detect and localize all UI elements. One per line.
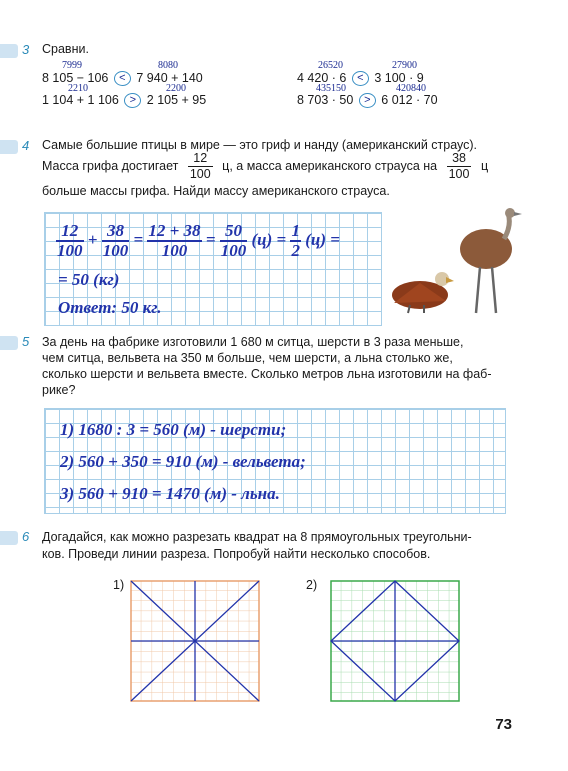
note: 27900 xyxy=(392,60,417,71)
handwritten-line: 2) 560 + 350 = 910 (м) - вельвета; xyxy=(60,452,306,471)
text: ц xyxy=(480,158,489,173)
task-marker xyxy=(0,44,18,58)
compare-sign: < xyxy=(114,71,131,86)
figure-label: 1) xyxy=(113,578,125,592)
rhea-icon xyxy=(460,208,522,313)
cut-lines xyxy=(131,581,259,701)
expr: 7 940 + 140 xyxy=(136,71,203,85)
compare-sign: > xyxy=(124,93,141,108)
note: 2210 xyxy=(68,83,88,94)
task-text: больше массы грифа. Найди массу американского страуса. xyxy=(42,184,390,198)
expr: 4 420 · 6 xyxy=(297,71,347,85)
note: 435150 xyxy=(316,83,346,94)
task-text: За день на фабрике изготовили 1 680 м ситца, шерсти в 3 раза меньше, чем ситца, вельвета на 350 м больше, чем шерсти, а льна столько же, сколько шерсти и вельвета вместе. Сколько метров льна изготовили на фаб- рике? xyxy=(42,335,492,397)
note: 420840 xyxy=(396,83,426,94)
handwritten-solution: $\frac{12}{100}$ + $\frac{38}{100}$ = $\frac{12 + 38}{100}$ = $\frac{50}{100}$ (ц) = $\frac{1}{2}$ (ц) = xyxy=(57,221,340,260)
note: 26520 xyxy=(318,60,343,71)
expr: 8 105 − 106 xyxy=(42,71,109,85)
expr: 6 012 · 70 xyxy=(381,93,438,107)
compare-sign: > xyxy=(359,93,376,108)
vulture-icon xyxy=(392,272,454,313)
expr: 2 105 + 95 xyxy=(146,93,207,107)
text: ц, а масса американского страуса на xyxy=(222,158,438,173)
compare-sign: < xyxy=(352,71,369,86)
task-number: 6 xyxy=(22,529,30,544)
compare-row xyxy=(42,93,206,108)
task-text: Самые большие птицы в мире — это гриф и нанду (американский страус). xyxy=(42,138,478,152)
compare-row xyxy=(297,93,438,108)
fraction: $\frac{38}{100}$ xyxy=(448,151,470,181)
task-number: 3 xyxy=(22,42,30,57)
expr: 8 703 · 50 xyxy=(297,93,354,107)
task-text: Догадайся, как можно разрезать квадрат на 8 прямоугольных треугольни- ков. Проведи линии разреза. Попробуй найти несколько способов. xyxy=(42,530,472,561)
task-text-line xyxy=(42,151,488,182)
text: Масса грифа достигает xyxy=(42,158,179,173)
handwritten-line: 3) 560 + 910 = 1470 (м) - льна. xyxy=(60,484,280,503)
handwritten-line: 1) 1680 : 3 = 560 (м) - шерсти; xyxy=(60,420,287,439)
page-number: 73 xyxy=(495,716,512,733)
task-title: Сравни. xyxy=(42,42,89,56)
fraction: $\frac{12}{100}$ xyxy=(189,151,211,181)
birds-illustration xyxy=(380,205,530,320)
task-marker xyxy=(0,140,18,154)
note: 2200 xyxy=(166,83,186,94)
square-figure-2 xyxy=(330,580,460,702)
handwritten-line: = 50 (кг) xyxy=(58,270,120,289)
expr: 3 100 · 9 xyxy=(374,71,424,85)
expr: 1 104 + 1 106 xyxy=(42,93,119,107)
task-marker xyxy=(0,531,18,545)
task-number: 5 xyxy=(22,334,30,349)
figure-label: 2) xyxy=(306,578,318,592)
handwritten-answer: Ответ: 50 кг. xyxy=(58,298,162,317)
task-number: 4 xyxy=(22,138,30,153)
square-figure-1 xyxy=(130,580,260,702)
note: 7999 xyxy=(62,60,82,71)
task-marker xyxy=(0,336,18,350)
note: 8080 xyxy=(158,60,178,71)
